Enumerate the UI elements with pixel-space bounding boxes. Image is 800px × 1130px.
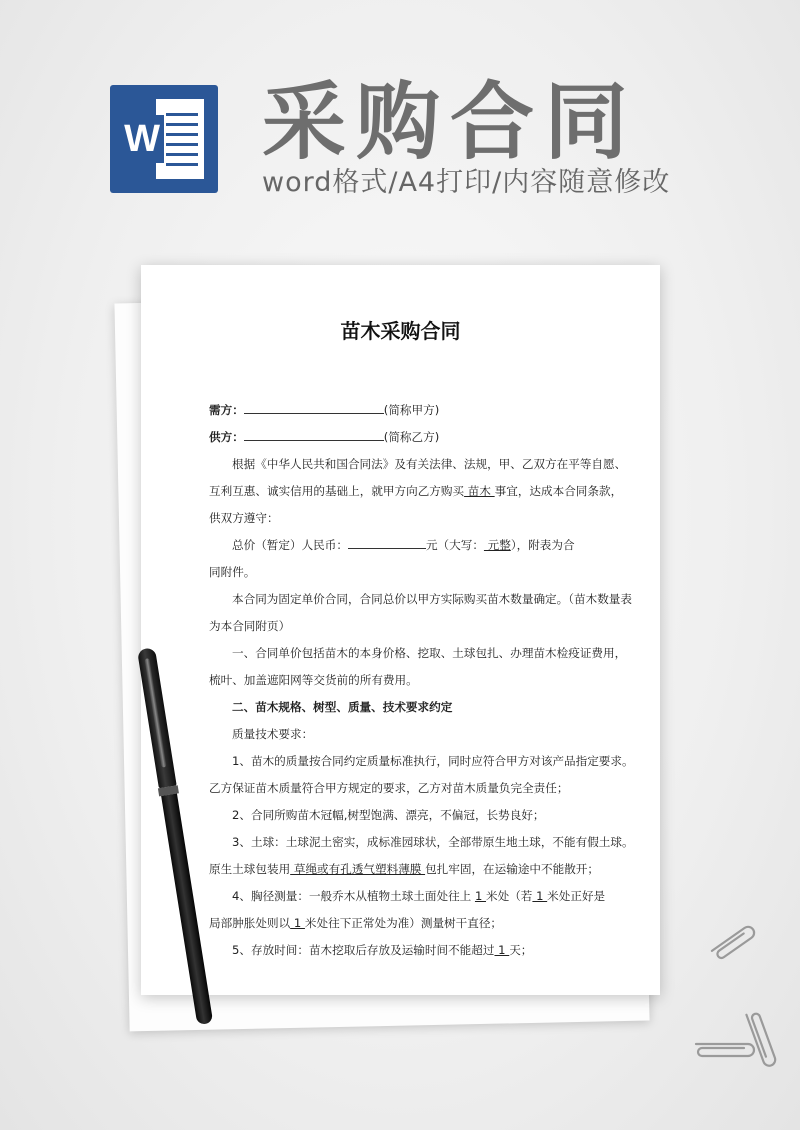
document-line <box>209 883 606 910</box>
line-text: 米处（若 <box>486 889 533 903</box>
line-text: 1 <box>474 889 487 903</box>
document-line <box>209 640 627 667</box>
line-text: 根据《中华人民共和国合同法》及有关法律、法规，甲、乙双方在平等自愿、 <box>232 457 627 471</box>
line-text: 1 <box>532 889 548 903</box>
document-line <box>209 586 632 613</box>
line-text: 为本合同附页） <box>209 619 291 633</box>
line-text: 事宜，达成本合同条款， <box>494 484 623 498</box>
word-logo-letter: W <box>120 115 164 163</box>
line-text: (简称甲方) <box>383 403 440 417</box>
document-line <box>209 694 601 721</box>
document-line <box>209 802 601 829</box>
document-line <box>209 829 634 856</box>
line-text: 米处往下正常处为准）测量树干直径； <box>304 916 503 930</box>
page-subtitle: word格式/A4打印/内容随意修改 <box>262 167 671 198</box>
document-line <box>209 532 601 559</box>
line-text: 总价（暂定）人民币： <box>232 538 348 552</box>
document-title: 苗木采购合同 <box>340 319 461 343</box>
line-text: 本合同为固定单价合同，合同总价以甲方实际购买苗木数量确定。（苗木数量表 <box>232 592 632 606</box>
paperclip-icon <box>705 912 765 972</box>
document-line <box>209 613 601 640</box>
line-text: 草绳或有孔透气塑料薄膜 <box>290 862 426 876</box>
line-text: 一、合同单价包括苗木的本身价格、挖取、土球包扎、办理苗木检疫证费用， <box>232 646 627 660</box>
document-line <box>209 478 623 505</box>
line-text: 元（大写： <box>425 538 484 552</box>
paperclip-icon <box>742 1005 782 1075</box>
line-text: 原生土球包装用 <box>209 862 291 876</box>
line-text: 二、苗木规格、树型、质量、技术要求约定 <box>232 700 453 714</box>
document-line <box>209 559 601 586</box>
document-line <box>209 856 601 883</box>
document-page <box>141 265 660 995</box>
line-text: 1 <box>290 916 305 930</box>
document-line <box>209 505 601 532</box>
document-line <box>209 748 634 775</box>
line-text: 元整 <box>483 538 511 552</box>
line-text: ），附表为合 <box>510 538 575 552</box>
document-line <box>209 937 601 964</box>
page-title: 采购合同 <box>262 73 639 171</box>
line-text: 包扎牢固，在运输途中不能散开； <box>425 862 599 876</box>
fill-in-blank <box>244 400 384 414</box>
line-text: 1、苗木的质量按合同约定质量标准执行，同时应符合甲方对该产品指定要求。 <box>232 754 634 768</box>
line-text: 乙方保证苗木质量符合甲方规定的要求，乙方对苗木质量负完全责任； <box>209 781 569 795</box>
line-text: 米处正好是 <box>547 889 606 903</box>
line-text: 3、土球：土球泥土密实，成标准园球状，全部带原生地土球，不能有假土球。 <box>232 835 634 849</box>
document-line <box>209 451 627 478</box>
line-text: 1 <box>494 943 510 957</box>
line-text: 5、存放时间：苗木挖取后存放及运输时间不能超过 <box>232 943 495 957</box>
document-line <box>209 775 601 802</box>
line-text: 梳叶、加盖遮阳网等交货前的所有费用。 <box>209 673 418 687</box>
document-line <box>209 397 601 424</box>
line-text: 需方： <box>209 403 244 417</box>
line-text: 同附件。 <box>209 565 256 579</box>
document-line <box>209 667 601 694</box>
line-text: 供方： <box>209 430 244 444</box>
line-text: 供双方遵守： <box>209 511 279 525</box>
line-text: 苗木 <box>464 484 495 498</box>
line-text: 互利互惠、诚实信用的基础上，就甲方向乙方购买 <box>209 484 465 498</box>
line-text: 局部肿胀处则以 <box>209 916 291 930</box>
fill-in-blank <box>348 535 426 549</box>
line-text: (简称乙方) <box>383 430 440 444</box>
document-line <box>209 910 601 937</box>
line-text: 质量技术要求： <box>232 727 314 741</box>
document-line <box>209 721 601 748</box>
line-text: 2、合同所购苗木冠幅,树型饱满、漂亮，不偏冠，长势良好； <box>232 808 545 822</box>
document-line <box>209 424 601 451</box>
line-text: 天； <box>509 943 533 957</box>
word-logo-icon <box>110 85 218 193</box>
document-body <box>209 397 634 964</box>
line-text: 4、胸径测量：一般乔木从植物土球土面处往上 <box>232 889 475 903</box>
fill-in-blank <box>244 427 384 441</box>
